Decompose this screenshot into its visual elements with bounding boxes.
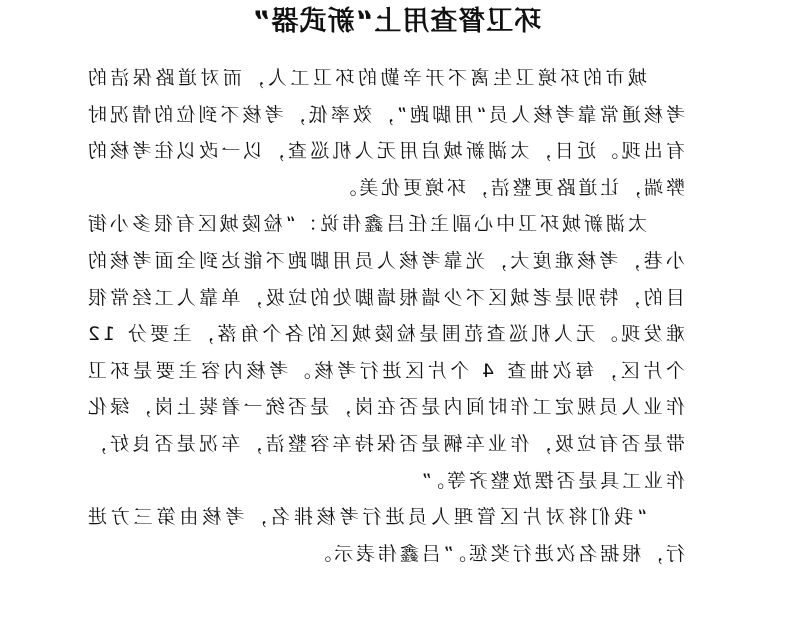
article-paragraph: 城市的环境卫生离不开辛勤的环卫工人，而对道路保洁的考核通常靠考核人员“用脚跑”，效率低，考核不到位的情况时有出现。近日，太湖新城启用无人机巡查，以一改以往考核的弊端，让道路更整洁，环境更优美。 — [85, 67, 685, 199]
article-body — [85, 60, 685, 572]
article-paragraph: “我们将对片区管理人员进行考核排名，考核由第三方进行，根据名次进行奖惩。”吕鑫伟表示。 — [85, 506, 685, 565]
article-title: 环卫督查用上“新武器” — [251, 6, 542, 37]
article-paragraph: 太湖新城环卫中心副主任吕鑫伟说：“检陵城区有很多小街小巷，考核难度大，光靠考核人员用脚跑不能达到全面考核的目的，特别是老城区不少墙根墙脚处的垃圾，单靠人工经常很难发现。无人机巡查范围是检陵城区的各个角落，主要分 12 个片区，每次抽查 4 个片区进行考核。考核内容主要是环卫作业人员规定工作时间内是否在岗，是否统一着装上岗，绿化带是否有垃圾，作业车辆是否保持车容整洁，车况是否良好，作业工具是否摆放整齐等。” — [85, 213, 685, 492]
